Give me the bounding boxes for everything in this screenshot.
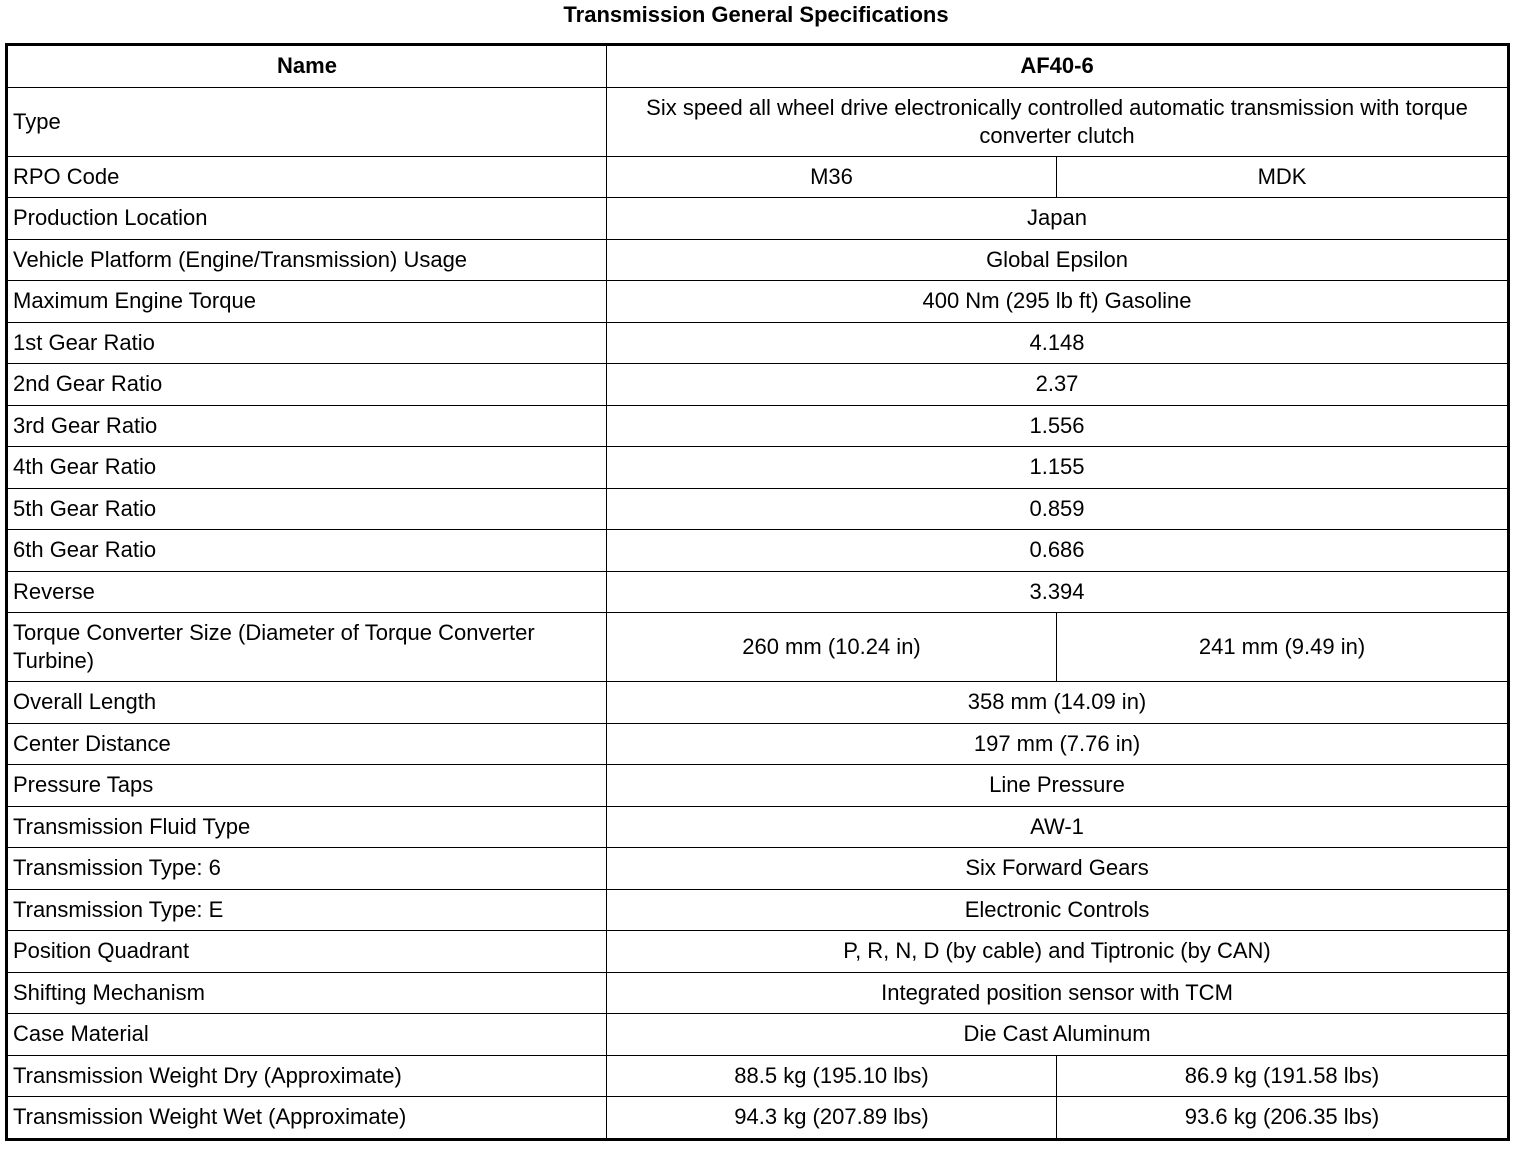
spec-value-cell: Six speed all wheel drive electronically controlled automatic transmission with torque converter clutch xyxy=(607,87,1509,156)
table-row xyxy=(7,848,1509,890)
table-row xyxy=(7,447,1509,489)
table-row xyxy=(7,87,1509,156)
spec-name-cell: Maximum Engine Torque xyxy=(7,281,607,323)
spec-value-cell: 400 Nm (295 lb ft) Gasoline xyxy=(607,281,1509,323)
table-row xyxy=(7,682,1509,724)
spec-value-cell: Electronic Controls xyxy=(607,889,1509,931)
spec-value-cell: 88.5 kg (195.10 lbs) xyxy=(607,1055,1057,1097)
table-row xyxy=(7,198,1509,240)
table-row xyxy=(7,1055,1509,1097)
spec-table-body xyxy=(7,87,1509,1139)
spec-value-cell: Die Cast Aluminum xyxy=(607,1014,1509,1056)
spec-value-cell: 0.859 xyxy=(607,488,1509,530)
spec-value-cell: 4.148 xyxy=(607,322,1509,364)
table-row xyxy=(7,723,1509,765)
spec-value-cell: Japan xyxy=(607,198,1509,240)
table-header-row xyxy=(7,45,1509,88)
spec-name-cell: Transmission Fluid Type xyxy=(7,806,607,848)
spec-value-cell: MDK xyxy=(1057,156,1509,198)
spec-value-cell: 197 mm (7.76 in) xyxy=(607,723,1509,765)
header-model-cell: AF40-6 xyxy=(607,45,1509,88)
table-row xyxy=(7,613,1509,682)
spec-value-cell: 0.686 xyxy=(607,530,1509,572)
spec-value-cell: 241 mm (9.49 in) xyxy=(1057,613,1509,682)
table-row xyxy=(7,322,1509,364)
spec-value-cell: M36 xyxy=(607,156,1057,198)
header-name-cell: Name xyxy=(7,45,607,88)
page-title: Transmission General Specifications xyxy=(563,2,949,27)
spec-name-cell: 6th Gear Ratio xyxy=(7,530,607,572)
spec-name-cell: Overall Length xyxy=(7,682,607,724)
spec-value-cell: P, R, N, D (by cable) and Tiptronic (by CAN) xyxy=(607,931,1509,973)
spec-value-cell: 358 mm (14.09 in) xyxy=(607,682,1509,724)
spec-name-cell: 5th Gear Ratio xyxy=(7,488,607,530)
spec-name-cell: Case Material xyxy=(7,1014,607,1056)
spec-name-cell: Reverse xyxy=(7,571,607,613)
spec-value-cell: Six Forward Gears xyxy=(607,848,1509,890)
table-row xyxy=(7,364,1509,406)
spec-name-cell: Production Location xyxy=(7,198,607,240)
spec-value-cell: 3.394 xyxy=(607,571,1509,613)
spec-name-cell: Transmission Weight Dry (Approximate) xyxy=(7,1055,607,1097)
spec-name-cell: Torque Converter Size (Diameter of Torque Converter Turbine) xyxy=(7,613,607,682)
table-row xyxy=(7,571,1509,613)
table-row xyxy=(7,889,1509,931)
table-row xyxy=(7,931,1509,973)
table-row xyxy=(7,239,1509,281)
spec-name-cell: Transmission Weight Wet (Approximate) xyxy=(7,1097,607,1140)
spec-value-cell: 94.3 kg (207.89 lbs) xyxy=(607,1097,1057,1140)
table-row xyxy=(7,806,1509,848)
spec-name-cell: Vehicle Platform (Engine/Transmission) Usage xyxy=(7,239,607,281)
spec-name-cell: Shifting Mechanism xyxy=(7,972,607,1014)
spec-name-cell: 4th Gear Ratio xyxy=(7,447,607,489)
spec-name-cell: Position Quadrant xyxy=(7,931,607,973)
spec-value-cell: Integrated position sensor with TCM xyxy=(607,972,1509,1014)
spec-name-cell: Type xyxy=(7,87,607,156)
table-row xyxy=(7,1097,1509,1140)
spec-value-cell: 1.155 xyxy=(607,447,1509,489)
spec-table xyxy=(5,43,1510,1141)
spec-value-cell: 260 mm (10.24 in) xyxy=(607,613,1057,682)
spec-value-cell: 2.37 xyxy=(607,364,1509,406)
table-row xyxy=(7,530,1509,572)
table-row xyxy=(7,1014,1509,1056)
spec-value-cell: 1.556 xyxy=(607,405,1509,447)
spec-name-cell: Transmission Type: 6 xyxy=(7,848,607,890)
table-row xyxy=(7,972,1509,1014)
table-row xyxy=(7,156,1509,198)
table-row xyxy=(7,488,1509,530)
table-row xyxy=(7,281,1509,323)
spec-value-cell: Global Epsilon xyxy=(607,239,1509,281)
table-row xyxy=(7,765,1509,807)
spec-name-cell: 2nd Gear Ratio xyxy=(7,364,607,406)
spec-name-cell: 3rd Gear Ratio xyxy=(7,405,607,447)
spec-name-cell: Pressure Taps xyxy=(7,765,607,807)
spec-name-cell: Center Distance xyxy=(7,723,607,765)
spec-name-cell: RPO Code xyxy=(7,156,607,198)
spec-value-cell: 93.6 kg (206.35 lbs) xyxy=(1057,1097,1509,1140)
spec-value-cell: Line Pressure xyxy=(607,765,1509,807)
spec-name-cell: Transmission Type: E xyxy=(7,889,607,931)
spec-value-cell: AW-1 xyxy=(607,806,1509,848)
spec-name-cell: 1st Gear Ratio xyxy=(7,322,607,364)
table-row xyxy=(7,405,1509,447)
spec-value-cell: 86.9 kg (191.58 lbs) xyxy=(1057,1055,1509,1097)
